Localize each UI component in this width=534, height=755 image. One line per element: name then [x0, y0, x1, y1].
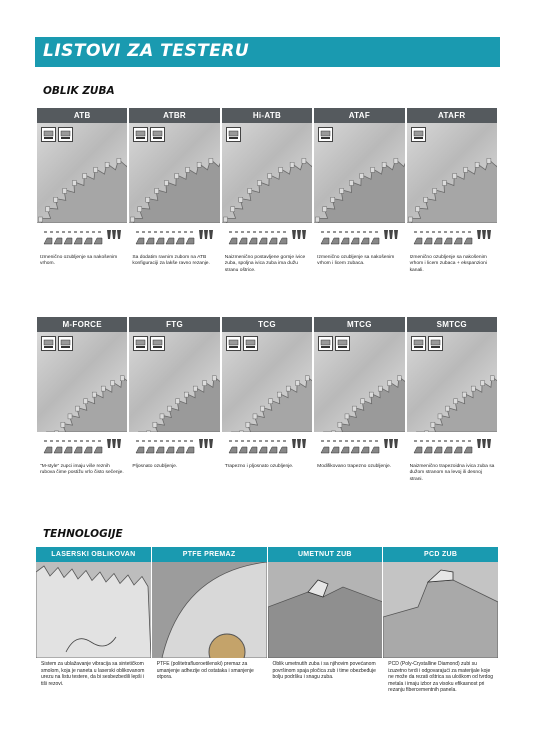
teeth-grid-row-1: [37, 108, 497, 274]
tooth-card-title: M-FORCE: [37, 317, 127, 332]
tooth-card-image: [314, 332, 404, 432]
technology-card-title: LASERSKI OBLIKOVAN: [36, 547, 151, 562]
wood-material-icon: [226, 127, 241, 142]
tooth-card-description: Naizmenično postavljene gornje ivice zuba, spoljna ivica zuba ima dužu stranu oštrice.: [224, 255, 306, 273]
tooth-card: [314, 317, 404, 483]
wood-material-icon: [411, 336, 426, 351]
technology-card-image: [383, 562, 498, 658]
wood-material-icon: [133, 336, 148, 351]
tooth-profile-diagram: [226, 438, 308, 458]
technology-card-title: PTFE PREMAZ: [152, 547, 267, 562]
technology-card-title: PCD ZUB: [383, 547, 498, 562]
secondary-material-icon: [150, 336, 165, 351]
secondary-material-icon: [58, 336, 73, 351]
tooth-card-title: ATBR: [129, 108, 219, 123]
tooth-profile: [37, 223, 127, 255]
tooth-profile-diagram: [133, 438, 215, 458]
technology-photo: [152, 562, 267, 658]
tooth-card-image: [222, 123, 312, 223]
tooth-card-description: "M-style" zupci imaju više reznih rubova čime postižu vrlo čisto sečenje.: [40, 464, 124, 476]
technology-card-description: Oblik umetnutih zuba i sa njihovim povećanom površinom spaja pločica zub i time obezbeđuje bolju podršku i snagu zuba.: [272, 661, 376, 680]
tooth-profile: [314, 432, 404, 464]
technology-card-description: PCD (Poly-Crystalline Diamond) zubi su izuzetno tvrdi i odgovarajući za materijale koje ne može da rezati oštrica sa uloškom od tvrdog metala i imaju izbor za visoku efikasnost pri rezanju fibercementnih panela.: [388, 661, 494, 693]
technology-card: [383, 547, 498, 694]
tooth-profile: [129, 223, 219, 255]
tooth-card: [314, 108, 404, 274]
tooth-card-title: MTCG: [314, 317, 404, 332]
tooth-profile-diagram: [226, 229, 308, 249]
technology-card: [268, 547, 383, 694]
tooth-card-description: Izmenično ozubljenje sa nakošenim vrhom i licem zubaca.: [317, 255, 395, 267]
technology-grid: [36, 547, 498, 694]
tooth-card-image: [129, 332, 219, 432]
tooth-card-description: Izmenično ozubljenje sa nakošenim vrhom i licem zubaca + ekspanzioni kanali.: [409, 255, 487, 273]
tooth-card: [129, 317, 219, 483]
teeth-grid-row-2: [37, 317, 497, 483]
tooth-profile: [314, 223, 404, 255]
tooth-card-description: Izmenično ozubljenje sa nakošenim vrhom.: [40, 255, 118, 267]
tooth-card-description: Modifikovano trapezno ozubljenje.: [317, 464, 392, 469]
tooth-card-title: Hi-ATB: [222, 108, 312, 123]
tooth-profile: [407, 223, 497, 255]
secondary-material-icon: [243, 336, 258, 351]
page-title: LISTOVI ZA TESTERU: [35, 37, 500, 67]
tooth-profile-diagram: [411, 229, 493, 249]
technology-card: [36, 547, 151, 694]
tooth-profile: [222, 432, 312, 464]
material-badges: [226, 336, 258, 351]
section-title-oblik-zuba: OBLIK ZUBA: [43, 85, 115, 97]
secondary-material-icon: [428, 336, 443, 351]
wood-material-icon: [226, 336, 241, 351]
technology-photo: [268, 562, 383, 658]
tooth-card-image: [407, 332, 497, 432]
tooth-profile: [407, 432, 497, 464]
material-badges: [318, 127, 333, 142]
tooth-card-description: Pljosnato ozubljenje.: [132, 464, 178, 469]
secondary-material-icon: [58, 127, 73, 142]
wood-material-icon: [411, 127, 426, 142]
wood-material-icon: [318, 336, 333, 351]
tooth-profile-diagram: [411, 438, 493, 458]
tooth-card: [129, 108, 219, 274]
tooth-profile-diagram: [41, 438, 123, 458]
technology-card-description: Sistem za ublažavanje vibracija sa sintetičkom smolom, koja je naneta u laserski oblikovanom urezu na listu testere, da bi sesbezbedili lepši i tiši rezovi.: [41, 661, 145, 687]
technology-card-title: UMETNUT ZUB: [268, 547, 383, 562]
tooth-card-image: [37, 332, 127, 432]
technology-photo: [36, 562, 151, 658]
tooth-card: [407, 317, 497, 483]
tooth-card-description: Naizmenično trapezoidna ivica zuba sa dužom stranom na levoj ili desnoj strani.: [409, 464, 495, 482]
wood-material-icon: [41, 336, 56, 351]
technology-card-image: [268, 562, 383, 658]
tooth-profile-diagram: [318, 229, 400, 249]
tooth-card-description: Trapezno i pljosnato ozubljenje.: [224, 464, 294, 469]
section-title-tehnologije: TEHNOLOGIJE: [43, 528, 123, 540]
secondary-material-icon: [150, 127, 165, 142]
secondary-material-icon: [335, 336, 350, 351]
material-badges: [133, 336, 165, 351]
tooth-card-image: [222, 332, 312, 432]
material-badges: [133, 127, 165, 142]
tooth-card-image: [407, 123, 497, 223]
tooth-profile-diagram: [133, 229, 215, 249]
wood-material-icon: [41, 127, 56, 142]
tooth-profile: [222, 223, 312, 255]
tooth-card: [37, 108, 127, 274]
technology-card-description: PTFE (politetrafluoroetilenski) premaz za umanjenje adhezije od ostataka i smanjenje otpora.: [156, 661, 254, 680]
tooth-profile-diagram: [41, 229, 123, 249]
wood-material-icon: [133, 127, 148, 142]
tooth-card-title: ATAFR: [407, 108, 497, 123]
material-badges: [41, 127, 73, 142]
tooth-profile: [37, 432, 127, 464]
tooth-card-title: ATB: [37, 108, 127, 123]
tooth-card: [222, 108, 312, 274]
tooth-card-description: Sa dodatim ravnim zubom na ATB konfiguraciji za lakše ravno rezanje.: [132, 255, 210, 267]
technology-card-image: [36, 562, 151, 658]
material-badges: [226, 127, 241, 142]
technology-card-image: [152, 562, 267, 658]
tooth-card-title: SMTCG: [407, 317, 497, 332]
material-badges: [318, 336, 350, 351]
tooth-card-image: [37, 123, 127, 223]
tooth-card-image: [314, 123, 404, 223]
material-badges: [411, 336, 443, 351]
technology-card: [152, 547, 267, 694]
wood-material-icon: [318, 127, 333, 142]
tooth-card-title: TCG: [222, 317, 312, 332]
material-badges: [411, 127, 426, 142]
tooth-card-title: FTG: [129, 317, 219, 332]
tooth-card-image: [129, 123, 219, 223]
tooth-card-title: ATAF: [314, 108, 404, 123]
tooth-profile: [129, 432, 219, 464]
technology-photo: [383, 562, 498, 658]
tooth-card: [407, 108, 497, 274]
material-badges: [41, 336, 73, 351]
tooth-profile-diagram: [318, 438, 400, 458]
tooth-card: [37, 317, 127, 483]
tooth-card: [222, 317, 312, 483]
